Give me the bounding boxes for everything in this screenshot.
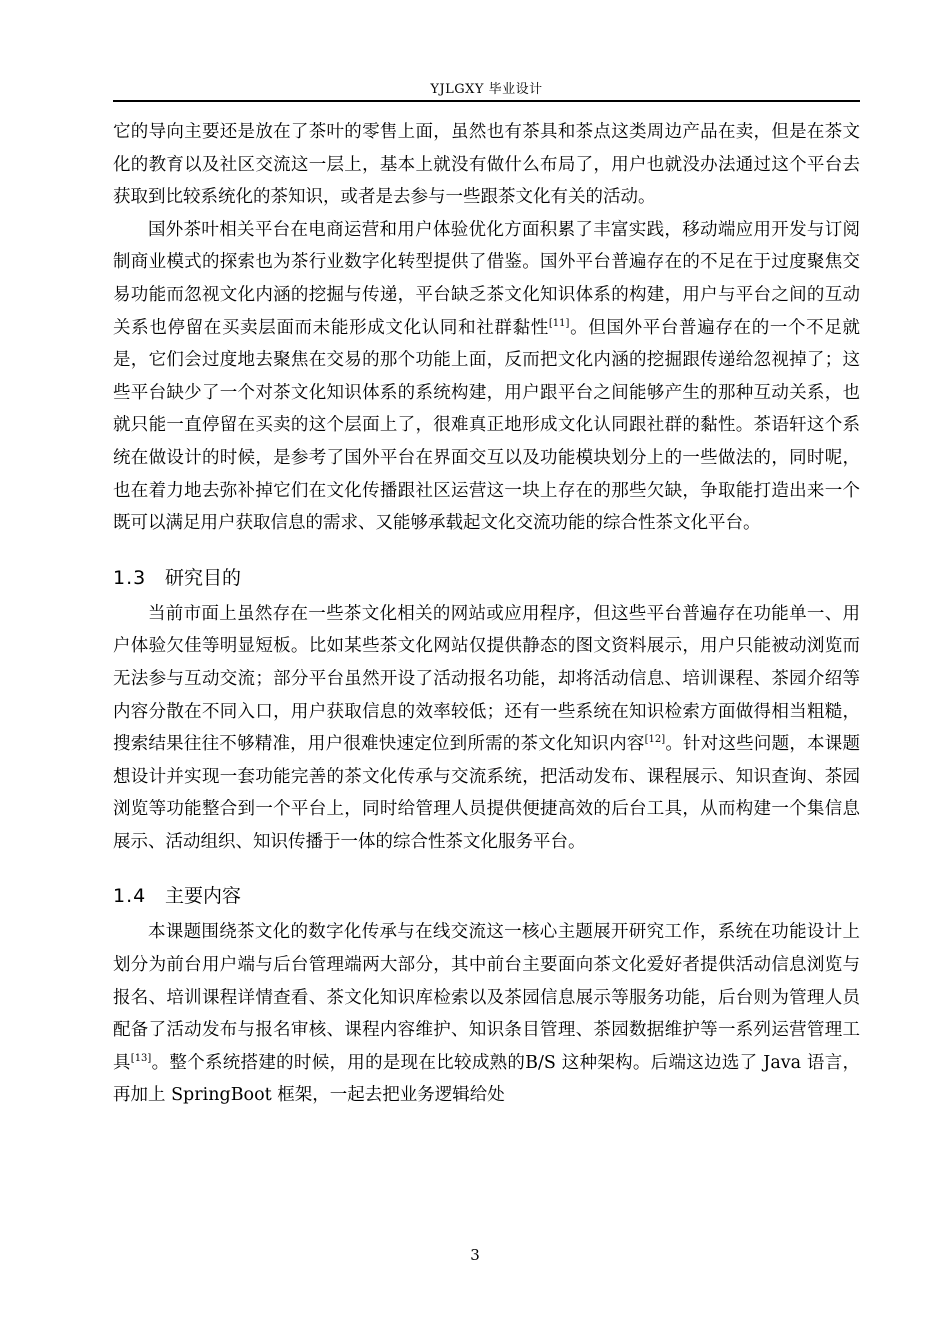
paragraph-text-tail: 。针对这些问题，本课题想设计并实现一套功能完善的茶文化传承与交流系统，把活动发布、课程展示、知识查询、茶园浏览等功能整合到一个平台上，同时给管理人员提供便捷高效的后台工具，从而构建一个集信息展示、活动组织、知识传播于一体的综合性茶文化服务平台。	[113, 734, 860, 852]
running-header: YJLGXY 毕业设计	[430, 82, 543, 97]
paragraph	[113, 116, 860, 214]
paragraph	[113, 598, 860, 859]
page-number: 3	[470, 1246, 480, 1264]
paragraph-text: 它的导向主要还是放在了茶叶的零售上面，虽然也有茶具和茶点这类周边产品在卖，但是在茶文化的教育以及社区交流这一层上，基本上就没有做什么布局了，用户也就没办法通过这个平台去获取到比较系统化的茶知识，或者是去参与一些跟茶文化有关的活动。	[113, 122, 860, 208]
paragraph	[113, 214, 860, 540]
paragraph-text: 本课题围绕茶文化的数字化传承与在线交流这一核心主题展开研究工作，系统在功能设计上划分为前台用户端与后台管理端两大部分，其中前台主要面向茶文化爱好者提供活动信息浏览与报名、培训课程详情查看、茶文化知识库检索以及茶园信息展示等服务功能，后台则为管理人员配备了活动发布与报名审核、课程内容维护、知识条目管理、茶园数据维护等一系列运营管理工具	[113, 922, 860, 1073]
citation-ref: [13]	[130, 1053, 152, 1065]
paragraph-text: 当前市面上虽然存在一些茶文化相关的网站或应用程序，但这些平台普遍存在功能单一、用户体验欠佳等明显短板。比如某些茶文化网站仅提供静态的图文资料展示，用户只能被动浏览而无法参与互动交流；部分平台虽然开设了活动报名功能，却将活动信息、培训课程、茶园介绍等内容分散在不同入口，用户获取信息的效率较低；还有一些系统在知识检索方面做得相当粗糙，搜索结果往往不够精准，用户很难快速定位到所需的茶文化知识内容	[113, 603, 860, 755]
section-heading-1-4	[113, 880, 860, 912]
citation-ref: [11]	[548, 317, 570, 329]
citation-ref: [12]	[644, 734, 666, 746]
header-rule	[113, 100, 860, 102]
page-content	[113, 116, 860, 1112]
paragraph-text-tail: 。整个系统搭建的时候，用的是现在比较成熟的B/S 这种架构。后端这边选了 Java 语言，再加上 SpringBoot 框架，一起去把业务逻辑给处	[113, 1052, 861, 1106]
paragraph-text-tail: 。但国外平台普遍存在的一个不足就是，它们会过度地去聚焦在交易的那个功能上面，反而把文化内涵的挖掘跟传递给忽视掉了；这些平台缺少了一个对茶文化知识体系的系统构建，用户跟平台之间能够产生的那种互动关系，也就只能一直停留在买卖的这个层面上了，很难真正地形成文化认同跟社群的黏性。茶语轩这个系统在做设计的时候，是参考了国外平台在界面交互以及功能模块划分上的一些做法的，同时呢，也在着力地去弥补掉它们在文化传播跟社区运营这一块上存在的那些欠缺，争取能打造出来一个既可以满足用户获取信息的需求、又能够承载起文化交流功能的综合性茶文化平台。	[113, 317, 861, 534]
section-title: 主要内容	[165, 885, 242, 908]
section-number: 1.4	[113, 885, 147, 908]
paragraph	[113, 916, 860, 1112]
section-number: 1.3	[113, 566, 147, 589]
paragraph-text: 国外茶叶相关平台在电商运营和用户体验优化方面积累了丰富实践，移动端应用开发与订阅制商业模式的探索也为茶行业数字化转型提供了借鉴。国外平台普遍存在的不足在于过度聚焦交易功能而忽视文化内涵的挖掘与传递，平台缺乏茶文化知识体系的构建，用户与平台之间的互动关系也停留在买卖层面而未能形成文化认同和社群黏性	[113, 219, 860, 338]
section-title: 研究目的	[165, 566, 242, 589]
section-heading-1-3	[113, 562, 860, 594]
